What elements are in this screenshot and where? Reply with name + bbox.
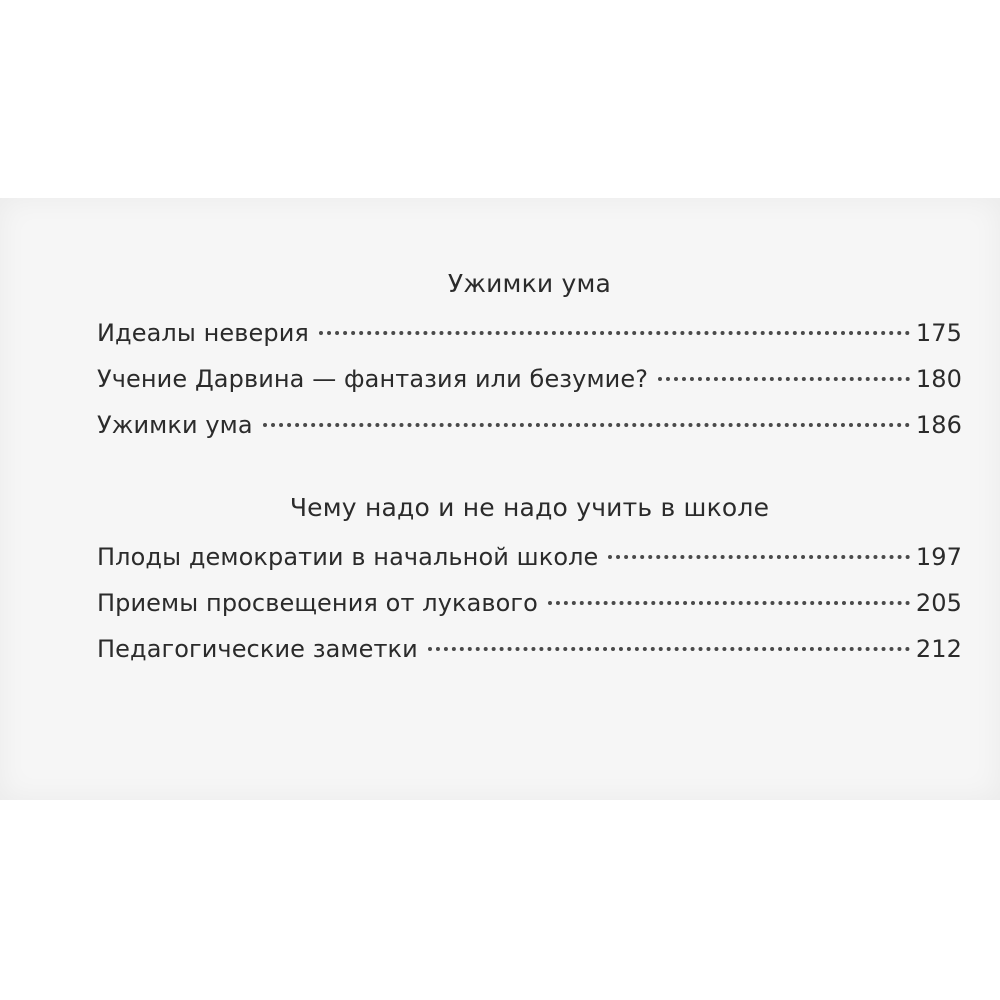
toc-entry-page: 180 <box>915 365 962 393</box>
toc-section <box>97 268 962 455</box>
dot-leader <box>548 601 910 605</box>
toc-entry <box>97 363 962 409</box>
toc-entry-page: 205 <box>915 589 962 617</box>
toc-entry-title: Плоды демократии в начальной школе <box>97 543 599 571</box>
toc-entry-title: Идеалы неверия <box>97 319 309 347</box>
section-title: Ужимки ума <box>447 269 612 298</box>
dot-leader <box>428 647 910 651</box>
toc-entry-title: Приемы просвещения от лукавого <box>97 589 538 617</box>
toc-entry-title: Учение Дарвина — фантазия или безумие? <box>97 365 649 393</box>
dot-leader <box>263 423 910 427</box>
toc-entry <box>97 587 962 633</box>
toc-entry-title: Ужимки ума <box>97 411 253 439</box>
toc-entry <box>97 541 962 587</box>
section-title: Чему надо и не надо учить в школе <box>289 493 770 522</box>
toc-entry-page: 197 <box>915 543 962 571</box>
toc-entry <box>97 317 962 363</box>
book-page <box>0 198 1000 800</box>
toc-entry-page: 212 <box>915 635 962 663</box>
toc-entry-page: 175 <box>915 319 962 347</box>
toc-section <box>97 492 962 679</box>
toc-entry <box>97 409 962 455</box>
dot-leader <box>608 555 909 559</box>
dot-leader <box>658 377 910 381</box>
toc-entry-page: 186 <box>915 411 962 439</box>
dot-leader <box>319 331 910 335</box>
toc-entry-title: Педагогические заметки <box>97 635 418 663</box>
toc-entry <box>97 633 962 679</box>
